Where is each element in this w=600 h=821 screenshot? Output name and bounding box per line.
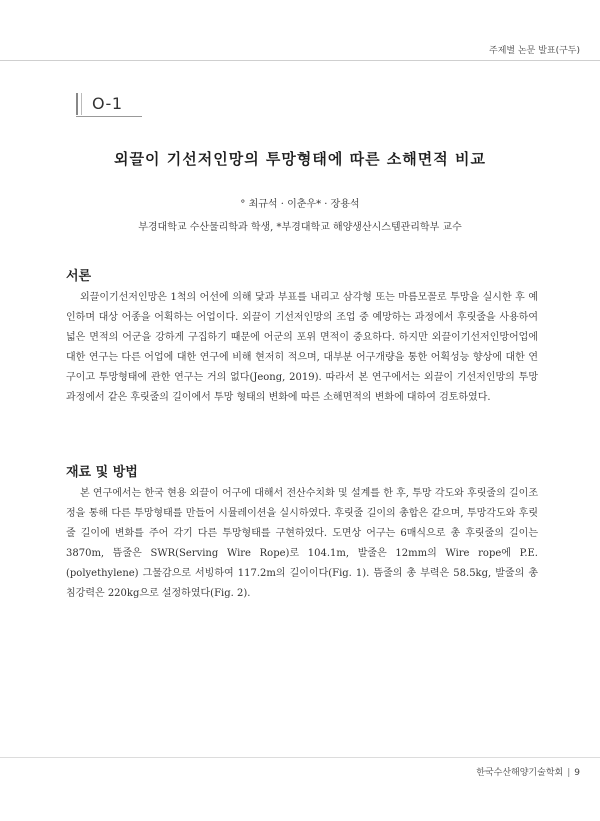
paper-code-underline [76, 116, 142, 117]
footer-divider [0, 757, 600, 758]
footer-separator: | [567, 768, 571, 778]
paper-affiliation: 부경대학교 수산물리학과 학생, *부경대학교 해양생산시스템관리학부 교수 [138, 222, 462, 233]
paper-title: 외끌이 기선저인망의 투망형태에 따른 소해면적 비교 [114, 150, 486, 168]
paper-authors: ° 최규석 · 이춘우* · 장용석 [240, 199, 360, 210]
footer-society: 한국수산해양기술학회 [476, 768, 564, 778]
section-body-methods: 본 연구에서는 한국 현용 외끌이 어구에 대해서 전산수치화 및 설계를 한 후, 투망 각도와 후릿줄의 길이조정을 통해 다른 투망형태를 만들어 시뮬레이션을 실시하였다. 후릿줄 길이의 총합은 같으며, 투망각도와 후릿줄 길이에 변화를 주어 각기 다른 투망형태를 구현하였다. 도면상 어구는 6매식으로 총 후릿줄의 길이는 3870m, 뜸줄은 SWR(Serving Wire Rope)로 104.1m, 발줄은 12mm의 Wire rope에 P.E.(polyethylene) 그물감으로 서빙하여 117.2m의 길이이다(Fig. 1). 뜸줄의 총 부력은 58.5kg, 발줄의 총 침강력은 220kg으로 설정하였다(Fig. 2). [66, 488, 538, 599]
header-divider [0, 60, 600, 61]
section-body-introduction: 외끌이기선저인망은 1척의 어선에 의해 닻과 부표를 내리고 삼각형 또는 마름모꼴로 투망을 실시한 후 예인하며 대상 어종을 어획하는 어업이다. 외끌이 기선저인망의 조업 중 예망하는 과정에서 후릿줄을 사용하여 넓은 면적의 어군을 강하게 구집하기 때문에 어군의 포위 면적이 중요하다. 하지만 외끌이기선저인망어업에 대한 연구는 다른 어업에 대한 연구에 비해 현저히 적으며, 대부분 어구개량을 통한 어획성능 향상에 대한 연구이고 투망형태에 관한 연구는 거의 없다(Jeong, 2019). 따라서 본 연구에서는 외끌이 기선저인망의 투망 과정에서 같은 후릿줄의 길이에서 투망 형태의 변화에 따른 소해면적의 변화에 대하여 검토하였다. [66, 292, 538, 403]
page-number: 9 [574, 768, 580, 778]
section-heading-introduction: 서론 [66, 269, 92, 284]
paper-code: O-1 [92, 94, 123, 113]
section-heading-methods: 재료 및 방법 [66, 465, 138, 480]
running-header: 주제별 논문 발표(구두) [489, 46, 580, 56]
page-footer [476, 765, 580, 778]
